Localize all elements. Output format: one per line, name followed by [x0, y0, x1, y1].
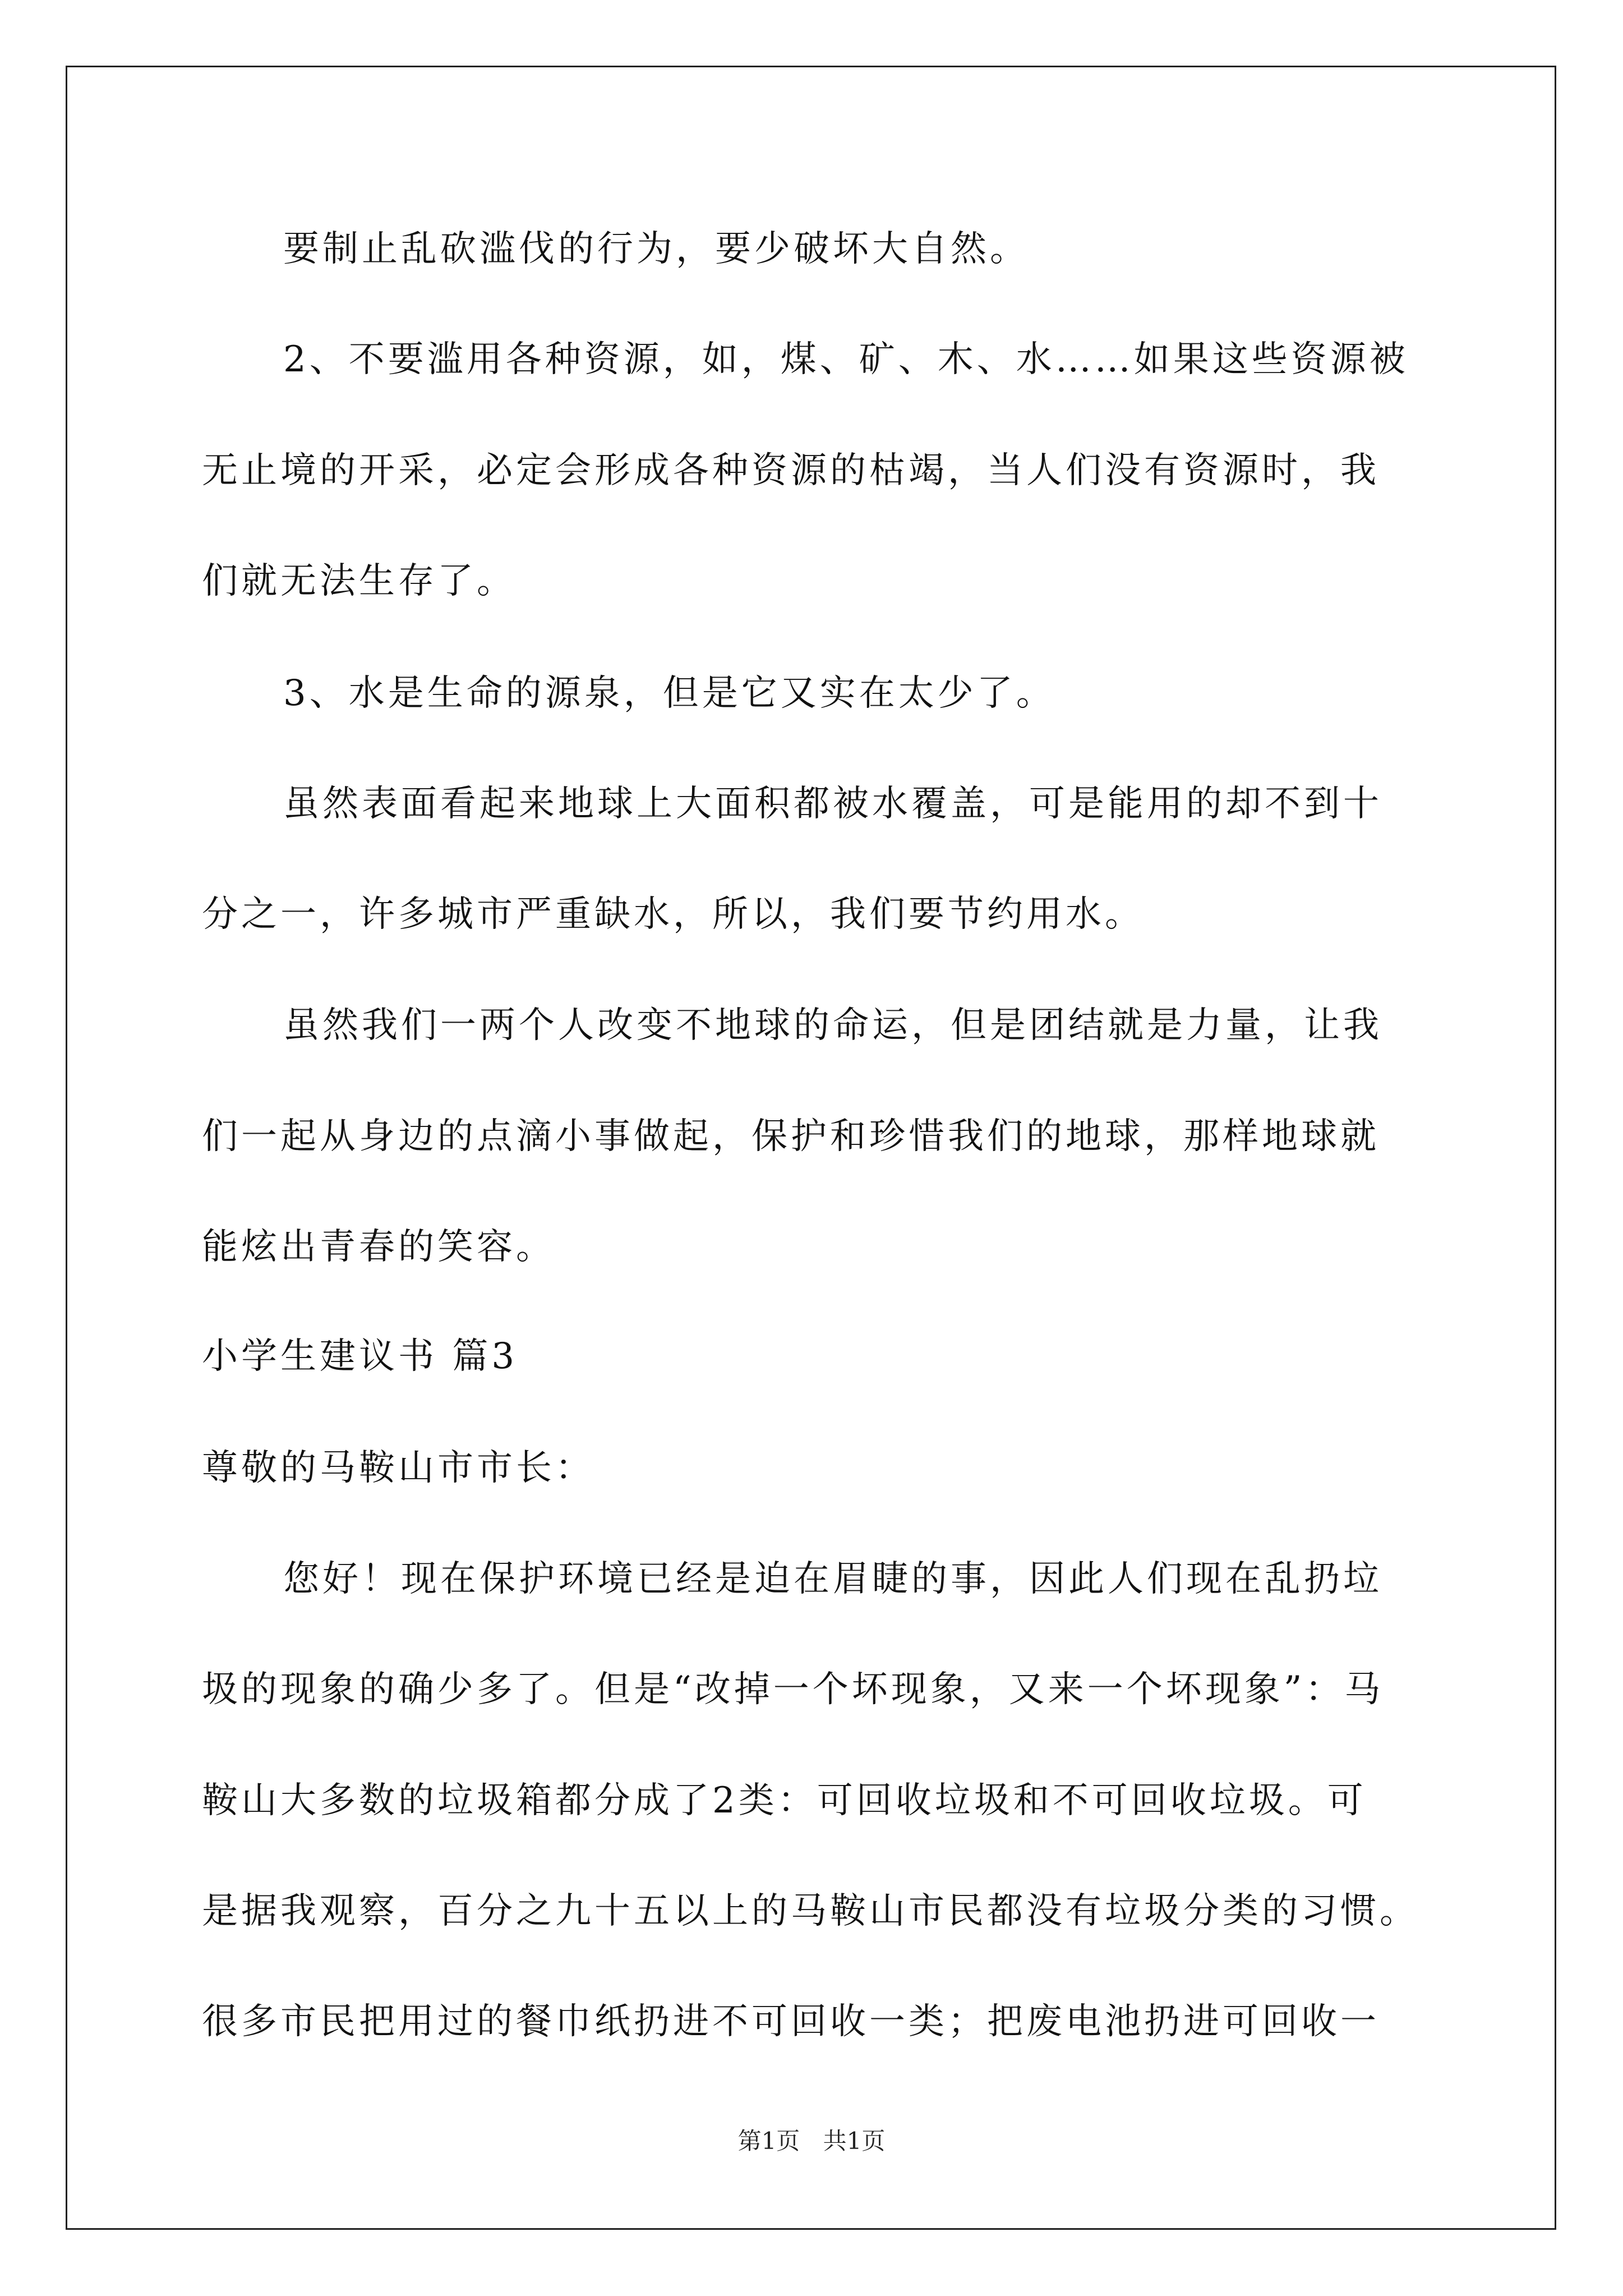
- paragraph-line: 圾的现象的确少多了。但是“改掉一个坏现象，又来一个坏现象”：马: [202, 1669, 1384, 1710]
- paragraph-line: 分之一，许多城市严重缺水，所以，我们要节约用水。: [202, 894, 1144, 935]
- section-heading: 小学生建议书 篇3: [202, 1336, 518, 1377]
- paragraph-line: 3、水是生命的源泉，但是它又实在太少了。: [283, 673, 1055, 714]
- paragraph-line: 们一起从身边的点滴小事做起，保护和珍惜我们的地球，那样地球就: [202, 1116, 1380, 1157]
- page-number: 第1页: [737, 2127, 800, 2155]
- paragraph-line: 虽然我们一两个人改变不地球的命运，但是团结就是力量，让我: [283, 1005, 1382, 1046]
- paragraph-line: 虽然表面看起来地球上大面积都被水覆盖，可是能用的却不到十: [283, 783, 1382, 825]
- paragraph-line: 要制止乱砍滥伐的行为，要少破坏大自然。: [283, 228, 1029, 270]
- paragraph-line: 能炫出青春的笑容。: [202, 1226, 555, 1268]
- paragraph-line: 您好！现在保护环境已经是迫在眉睫的事，因此人们现在乱扔垃: [283, 1558, 1382, 1600]
- page-footer: [0, 2127, 1623, 2155]
- paragraph-line: 们就无法生存了。: [202, 560, 516, 602]
- paragraph-line: 无止境的开采，必定会形成各种资源的枯竭，当人们没有资源时，我: [202, 450, 1380, 491]
- paragraph-line: 很多市民把用过的餐巾纸扔进不可回收一类；把废电池扔进可回收一: [202, 2001, 1380, 2042]
- paragraph-line: 鞍山大多数的垃圾箱都分成了2类：可回收垃圾和不可回收垃圾。可: [202, 1780, 1367, 1821]
- paragraph-line: 2、不要滥用各种资源，如，煤、矿、木、水……如果这些资源被: [283, 339, 1409, 380]
- paragraph-line: 是据我观察，百分之九十五以上的马鞍山市民都没有垃圾分类的习惯。: [202, 1890, 1419, 1932]
- salutation: 尊敬的马鞍山市市长：: [202, 1447, 594, 1489]
- page-total: 共1页: [823, 2127, 886, 2155]
